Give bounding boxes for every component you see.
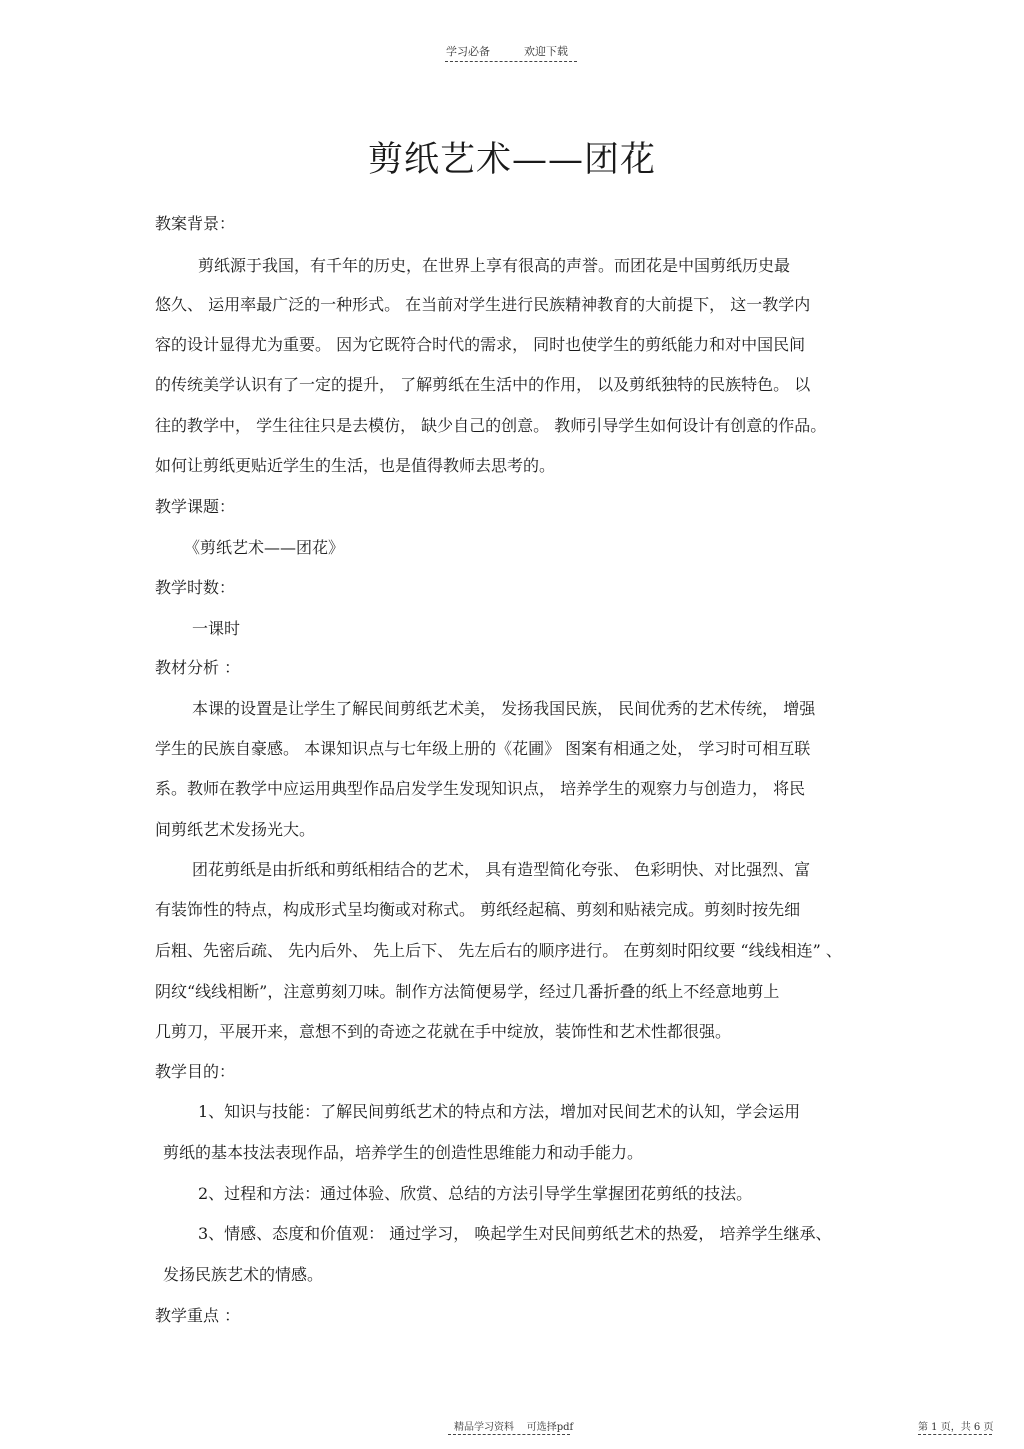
footer-page-divider (918, 1434, 992, 1435)
heading-background: 教案背景： (155, 214, 236, 233)
heading-hours: 教学时数： (155, 578, 236, 597)
bg-line-5: 往的教学中， 学生往往只是去模仿， 缺少自己的创意。 教师引导学生如何设计有创意的作品。 (155, 416, 827, 435)
header-divider (445, 61, 577, 62)
goal-line-3: 2、过程和方法：通过体验、欣赏、总结的方法引导学生掌握团花剪纸的技法。 (198, 1184, 753, 1203)
goal-line-1: 1、知识与技能：了解民间剪纸艺术的特点和方法，增加对民间艺术的认知，学会运用 (198, 1102, 801, 1121)
page-title: 剪纸艺术——团花 (367, 140, 656, 180)
goal-line-2: 剪纸的基本技法表现作品，培养学生的创造性思维能力和动手能力。 (163, 1143, 644, 1162)
heading-analysis: 教材分析 ： (155, 658, 241, 677)
header-left: 学习必备 (446, 45, 490, 58)
analysis-line-6: 有装饰性的特点，构成形式呈均衡或对称式。 剪纸经起稿、剪刻和贴裱完成。剪刻时按先细 (155, 900, 801, 919)
analysis-line-3: 系。教师在教学中应运用典型作品启发学生发现知识点， 培养学生的观察力与创造力， 将民 (155, 779, 806, 798)
header-right: 欢迎下载 (524, 45, 568, 58)
footer-center-divider (448, 1434, 570, 1435)
footer-center-left: 精品学习资料 (454, 1422, 514, 1433)
footer-center-right: 可选择pdf (526, 1422, 574, 1433)
heading-goals: 教学目的： (155, 1062, 236, 1081)
footer-page-number: 第 1 页，共 6 页 (918, 1422, 994, 1433)
analysis-line-2: 学生的民族自豪感。 本课知识点与七年级上册的《花圃》 图案有相通之处， 学习时可相互联 (155, 739, 811, 758)
analysis-line-7: 后粗、先密后疏、 先内后外、 先上后下、 先左后右的顺序进行。 在剪刻时阳纹要 “线线相连” 、 (155, 941, 842, 960)
goal-line-5: 发扬民族艺术的情感。 (163, 1265, 324, 1284)
footer-center (454, 1418, 573, 1433)
heading-topic: 教学课题： (155, 497, 236, 516)
analysis-line-1: 本课的设置是让学生了解民间剪纸艺术美， 发扬我国民族， 民间优秀的艺术传统， 增强 (192, 699, 816, 718)
bg-line-1: 剪纸源于我国，有千年的历史，在世界上享有很高的声誉。而团花是中国剪纸历史最 (198, 256, 791, 275)
analysis-line-8: 阴纹“线线相断”，注意剪刻刀味。制作方法简便易学，经过几番折叠的纸上不经意地剪上 (155, 982, 780, 1001)
analysis-line-4: 间剪纸艺术发扬光大。 (155, 820, 316, 839)
bg-line-4: 的传统美学认识有了一定的提升， 了解剪纸在生活中的作用， 以及剪纸独特的民族特色。 以 (155, 375, 811, 394)
heading-key-points: 教学重点 ： (155, 1306, 241, 1325)
goal-line-4: 3、情感、态度和价值观： 通过学习， 唤起学生对民间剪纸艺术的热爱， 培养学生继承、 (198, 1224, 832, 1243)
analysis-line-5: 团花剪纸是由折纸和剪纸相结合的艺术， 具有造型简化夸张、 色彩明快、对比强烈、富 (192, 860, 811, 879)
analysis-line-9: 几剪刀，平展开来，意想不到的奇迹之花就在手中绽放，装饰性和艺术性都很强。 (155, 1022, 732, 1041)
topic-value: 《剪纸艺术——团花》 (184, 538, 345, 557)
bg-line-2: 悠久、 运用率最广泛的一种形式。 在当前对学生进行民族精神教育的大前提下， 这一教学内 (155, 295, 811, 314)
page-header (446, 43, 568, 59)
bg-line-3: 容的设计显得尤为重要。 因为它既符合时代的需求， 同时也使学生的剪纸能力和对中国民间 (155, 335, 806, 354)
hours-value: 一课时 (192, 619, 241, 638)
bg-line-6: 如何让剪纸更贴近学生的生活，也是值得教师去思考的。 (155, 456, 556, 475)
